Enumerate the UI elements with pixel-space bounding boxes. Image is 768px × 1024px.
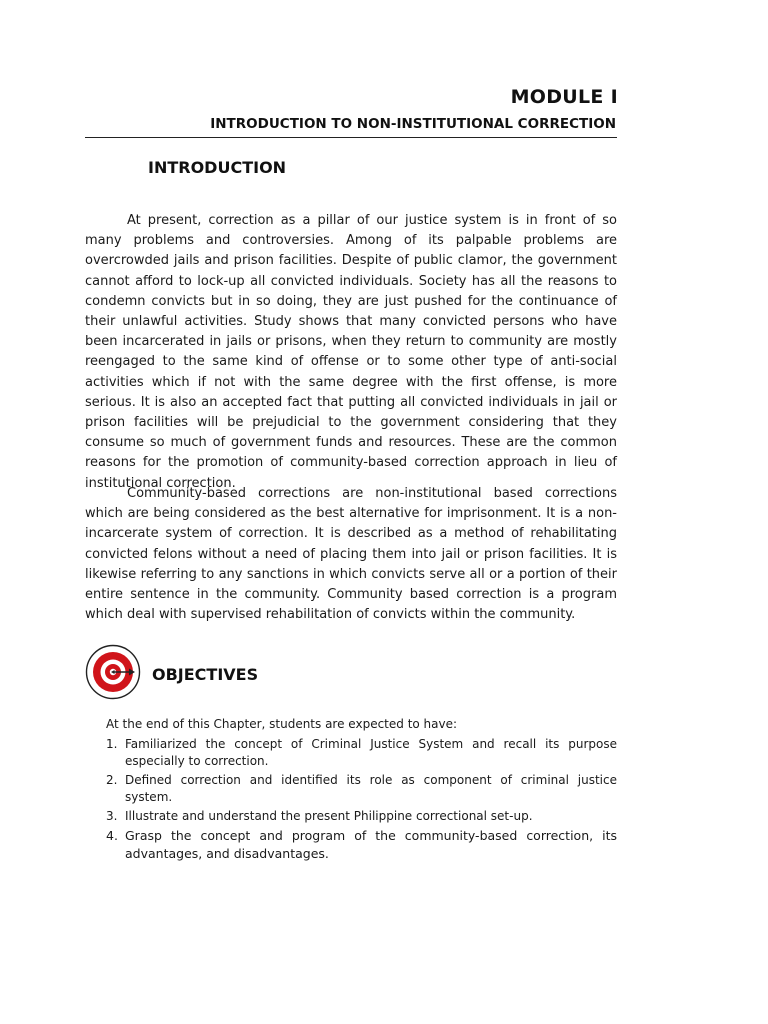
objectives-list (106, 736, 617, 865)
introduction-heading: INTRODUCTION (148, 158, 287, 177)
list-item-number: 2. (106, 773, 118, 787)
list-item (106, 808, 617, 825)
header-divider (85, 137, 617, 138)
list-item (106, 772, 617, 806)
list-item-number: 1. (106, 737, 118, 751)
list-item-text: Illustrate and understand the present Philippine correctional set-up. (125, 809, 533, 823)
list-item (106, 736, 617, 770)
list-item-text: Familiarized the concept of Criminal Justice System and recall its purpose especially to correction. (125, 737, 617, 768)
objectives-intro: At the end of this Chapter, students are expected to have: (106, 717, 458, 731)
list-item-text: Grasp the concept and program of the community-based correction, its advantages, and disadvantages. (125, 828, 617, 861)
list-item-number: 4. (106, 828, 118, 843)
module-subtitle: INTRODUCTION TO NON-INSTITUTIONAL CORRECTION (210, 116, 616, 132)
target-icon (85, 644, 141, 700)
introduction-paragraph-1: At present, correction as a pillar of our justice system is in front of so many problems and controversies. Among of its palpable problems are overcrowded jails and prison facilities. Despite of public clamor, the government cannot afford to lock-up all convicted individuals. Society has all the reasons to condemn convicts but in so doing, they are just pushed for the continuance of their unlawful activities. Study shows that many convicted persons who have been incarcerated in jails or prisons, when they return to community are mostly reengaged to the same kind of offense or to some other type of anti-social activities which if not with the same degree with the first offense, is more serious. It is also an accepted fact that putting all convicted individuals in jail or prison facilities will be prejudicial to the government considering that they consume so much of government funds and resources. These are the common reasons for the promotion of community-based correction approach in lieu of institutional correction. (85, 213, 617, 491)
list-item-number: 3. (106, 809, 118, 823)
objectives-heading: OBJECTIVES (152, 665, 259, 684)
module-title: MODULE I (510, 86, 618, 108)
list-item (106, 827, 617, 863)
introduction-paragraph-2: Community-based corrections are non-institutional based corrections which are being considered as the best alternative for imprisonment. It is a non-incarcerate system of correction. It is described as a method of rehabilitating convicted felons without a need of placing them into jail or prison facilities. It is likewise referring to any sanctions in which convicts serve all or a portion of their entire sentence in the community. Community based correction is a program which deal with supervised rehabilitation of convicts within the community. (85, 486, 617, 623)
list-item-text: Defined correction and identified its role as component of criminal justice system. (125, 773, 617, 804)
